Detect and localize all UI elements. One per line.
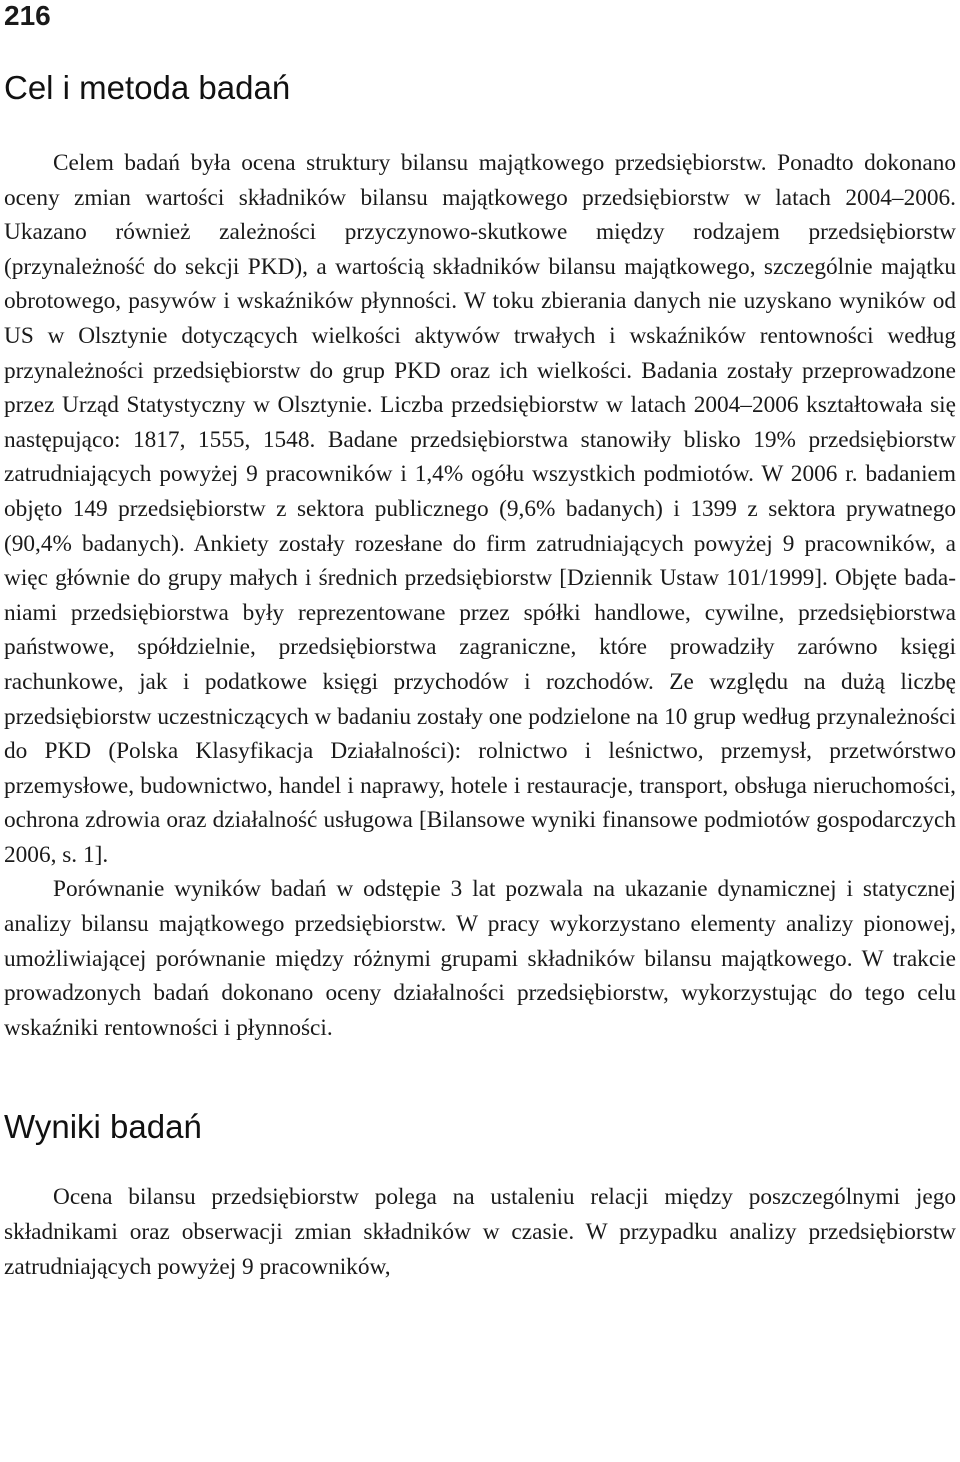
section-heading-wyniki: Wyniki badań <box>4 1108 202 1146</box>
section-heading-cel-i-metoda: Cel i metoda badań <box>4 69 291 106</box>
page-number: 216 <box>4 0 51 31</box>
paragraph-cel-1: Celem badań była ocena struktury bilansu majątkowego przedsiębiorstw. Ponadto dokonano oceny zmian wartości składników bilansu majątkowego przedsiębiorstw w latach 2004–2006. Ukazano również zależności przyczynowo-skutkowe między rodzajem przedsiębiorstw (przynależność do sekcji PKD), a wartością składników bilansu majątkowego, szczególnie majątku obrotowego, pasywów i wskaźników płynności. W toku zbierania danych nie uzyskano wyników od US w Olsztynie dotyczących wielkości aktywów trwałych i wskaźników rentowności według przynależności przedsiębiorstw do grup PKD oraz ich wielkości. Badania zostały przeprowadzone przez Urząd Statystyczny w Olsztynie. Liczba przedsiębiorstw w latach 2004–2006 kształtowała się następująco: 1817, 1555, 1548. Badane przedsiębiorstwa stanowiły blisko 19% przedsiębiorstw zatrudniających powyżej 9 pracowników i 1,4% ogółu wszystkich podmiotów. W 2006 r. badaniem objęto 149 przedsiębiorstw z sektora publicznego (9,6% badanych) i 1399 z sektora prywatnego (90,4% badanych). Ankiety zostały rozesłane do firm zatrudniających powyżej 9 pracowników, a więc głównie do grupy małych i średnich przedsiębiorstw [Dziennik Ustaw 101/1999]. Objęte badaniami przedsiębiorstwa były reprezentowane przez spółki handlowe, cywilne, przedsiębiorstwa państwowe, spółdzielnie, przedsiębiorstwa zagraniczne, które prowadziły zarówno księgi rachunkowe, jak i podatkowe księgi przychodów i rozchodów. Ze względu na dużą liczbę przedsiębiorstw uczestniczących w badaniu zostały one podzielone na 10 grup według przynależności do PKD (Polska Klasyfikacja Działalności): rolnictwo i leśnictwo, przemysł, przetwórstwo przemysłowe, budownictwo, handel i naprawy, hotele i restauracje, transport, obsługa nieruchomości, ochrona zdrowia oraz działalność usługowa [Bilansowe wyniki finansowe podmiotów gospodarczych 2006, s. 1]. <box>4 150 956 868</box>
paragraph-cel-2: Porównanie wyników badań w odstępie 3 lat pozwala na ukazanie dynamicznej i statycznej analizy bilansu majątkowego przedsiębiorstw. W pracy wykorzystano elementy analizy pionowej, umożliwiającej porównanie między różnymi grupami składników bilansu majątkowego. W trakcie prowadzonych badań dokonano oceny działalności przedsiębiorstw, wykorzystując do tego celu wskaźniki rentowności i płynności. <box>4 876 956 1041</box>
paragraph-wyniki-1: Ocena bilansu przedsiębiorstw polega na ustaleniu relacji między poszczególnymi jego składnikami oraz obserwacji zmian składników w czasie. W przypadku analizy przedsiębiorstw zatrudniających powyżej 9 pracowników, <box>4 1184 956 1280</box>
